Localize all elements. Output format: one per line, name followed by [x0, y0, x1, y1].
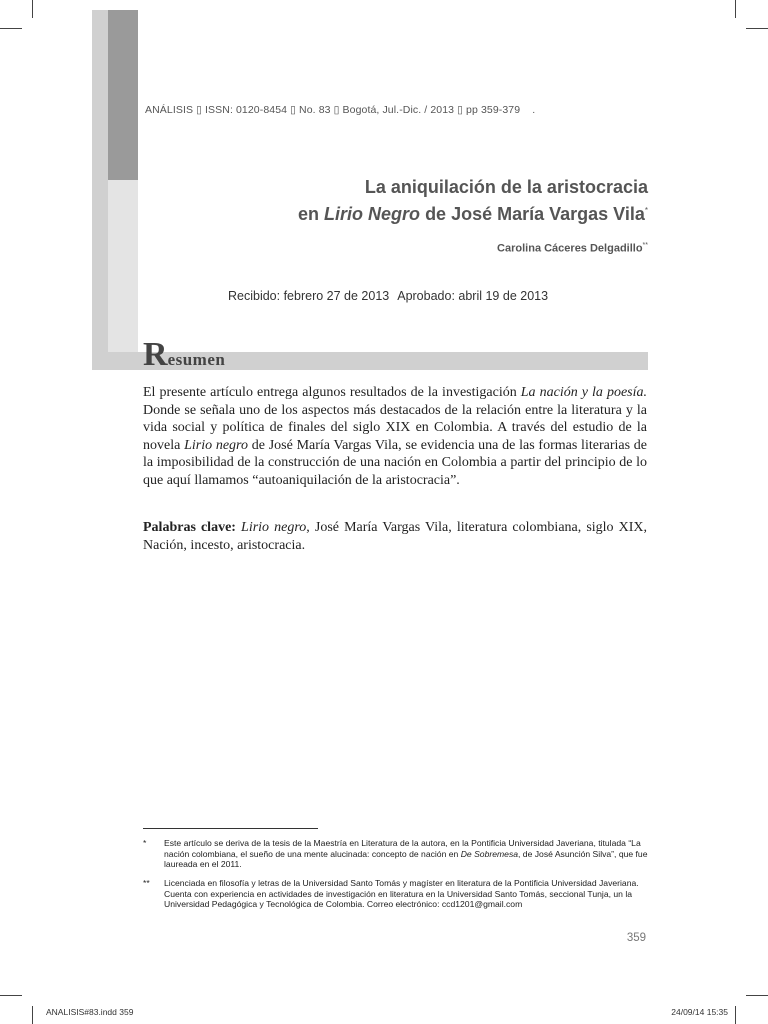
author-name: Carolina Cáceres Delgadillo	[497, 242, 643, 255]
footnote	[143, 878, 648, 910]
journal-header	[145, 104, 535, 116]
keywords-paragraph	[143, 519, 647, 554]
abstract-paragraph	[143, 384, 647, 489]
separator-icon: ▯	[290, 104, 297, 116]
drop-initial: R	[143, 336, 168, 373]
decorative-bar-pale	[108, 180, 138, 370]
title-line-2-pre: en	[298, 204, 325, 224]
title-line-2-post: de José María Vargas Vila	[420, 204, 645, 224]
separator-icon: ▯	[333, 104, 340, 116]
keywords-italic: Lirio negro	[241, 520, 307, 535]
journal-name: ANÁLISIS	[145, 104, 194, 116]
keywords-text: , José María Vargas Vila, literatura colombiana, siglo XIX, Nación, incesto, aristocracia.	[143, 520, 648, 553]
print-slug-file: ANALISIS#83.indd 359	[46, 1007, 134, 1017]
footnote	[143, 838, 648, 870]
crop-mark	[746, 995, 768, 996]
received-date: Recibido: febrero 27 de 2013	[228, 289, 390, 303]
journal-place-date: Bogotá, Jul.-Dic. / 2013	[342, 104, 455, 116]
footnote-mark: *	[143, 838, 147, 848]
footnote-text	[164, 838, 648, 870]
approved-date: Aprobado: abril 19 de 2013	[397, 289, 549, 303]
keywords-label: Palabras clave:	[143, 520, 236, 535]
heading-rest: esumen	[167, 350, 226, 369]
crop-mark	[32, 0, 33, 18]
decorative-bar-light	[92, 10, 108, 370]
print-slug-date: 24/09/14 15:35	[671, 1007, 728, 1017]
page-number: 359	[626, 932, 646, 944]
journal-pages: pp 359-379	[466, 104, 521, 116]
header-trailing-dot: .	[532, 104, 536, 116]
abstract-italic: La nación y la poesía.	[520, 385, 648, 400]
footnote-rule	[143, 828, 318, 829]
separator-icon: ▯	[196, 104, 202, 116]
title-italic: Lirio Negro	[324, 204, 421, 224]
footnote-ref[interactable]: *	[644, 206, 648, 215]
footnote-mark: **	[143, 878, 150, 888]
journal-issn: ISSN: 0120-8454	[205, 104, 288, 116]
abstract-italic: Lirio negro	[184, 437, 248, 453]
footnote-text	[164, 878, 648, 910]
crop-mark	[735, 1006, 736, 1024]
crop-mark	[746, 28, 768, 29]
footnote-text-pre: Licenciada en filosofía y letras de la Universidad Santo Tomás y magíster en literatura de la Pontificia Universidad Javeriana. Cuenta con experiencia en actividades de investigación en literatura en la Universidad Santo Tomás, seccional Tunja, un la Universidad Pedagógica y Tecnológica de Colombia. Correo electrónico: ccd1201@gmail.com	[164, 878, 639, 909]
footnote-text-pre: Este artículo se deriva de la tesis de la Maestría en Literatura de la autora, en la Pontificia Universidad Javeriana, titulada “La nación colombiana, el sueño de una mente alucinada: concepto de nación en	[164, 838, 641, 859]
crop-mark	[32, 1006, 33, 1024]
article-title	[298, 176, 648, 226]
journal-number: No. 83	[299, 104, 331, 116]
abstract-text: Donde se señala uno de los aspectos más destacados de la relación entre la literatura y la vida social y política de finales del siglo XIX en Colombia. A través del estudio de la novela	[143, 402, 647, 453]
abstract-text: El presente artículo entrega algunos resultados de la investigación	[143, 385, 521, 400]
author	[497, 242, 648, 255]
article-dates	[228, 289, 548, 303]
separator-icon: ▯	[457, 104, 464, 116]
crop-mark	[0, 995, 22, 996]
crop-mark	[0, 28, 22, 29]
crop-mark	[735, 0, 736, 18]
footnote-text-post: , de José Asunción Silva”, que fue laureada en el 2011.	[164, 848, 648, 869]
title-line-1: La aniquilación de la aristocracia	[364, 177, 648, 197]
footnote-ref[interactable]: **	[642, 242, 648, 249]
title-line-2	[298, 199, 648, 226]
section-heading-resumen	[143, 336, 226, 373]
decorative-bar-dark	[108, 10, 138, 180]
abstract-text: de José María Vargas Vila, se evidencia una de las formas literarias de la imposibilidad de la construcción de una nación en Colombia a partir del principio de lo que aquí llamamos “autoaniquilación de la aristocracia”.	[143, 437, 647, 488]
footnote-italic: De Sobremesa	[460, 848, 519, 859]
